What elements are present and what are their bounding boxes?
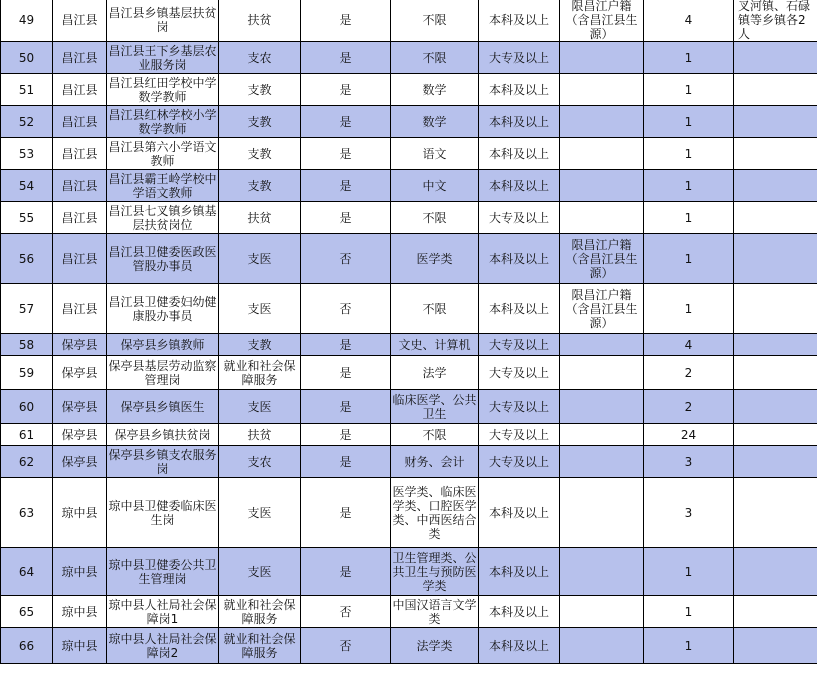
condition-cell bbox=[560, 390, 644, 424]
county-cell: 昌江县 bbox=[53, 170, 107, 202]
service-type-cell: 就业和社会保障服务 bbox=[219, 628, 301, 664]
flag-cell: 是 bbox=[301, 390, 391, 424]
service-type-cell: 支医 bbox=[219, 390, 301, 424]
major-cell: 语文 bbox=[391, 138, 479, 170]
position-name-cell: 昌江县卫健委妇幼健康股办事员 bbox=[107, 284, 219, 334]
position-name-cell: 保亭县乡镇支农服务岗 bbox=[108, 447, 217, 476]
education-cell: 本科及以上 bbox=[479, 234, 560, 284]
major-cell: 不限 bbox=[391, 424, 479, 446]
note-cell bbox=[734, 42, 817, 74]
headcount-cell: 1 bbox=[644, 74, 734, 106]
major-cell: 中国汉语言文学类 bbox=[392, 597, 477, 626]
table-row bbox=[1, 424, 817, 446]
education-cell: 本科及以上 bbox=[479, 0, 560, 42]
position-name-cell: 保亭县乡镇扶贫岗 bbox=[107, 424, 219, 446]
education-cell: 大专及以上 bbox=[479, 390, 560, 424]
note-cell bbox=[734, 74, 817, 106]
service-type-cell: 扶贫 bbox=[219, 424, 301, 446]
note-cell bbox=[734, 138, 817, 170]
service-type-cell: 支医 bbox=[219, 548, 301, 596]
flag-cell: 是 bbox=[301, 478, 391, 548]
note-cell bbox=[734, 284, 817, 334]
note-cell bbox=[734, 234, 817, 284]
headcount-cell: 1 bbox=[644, 628, 734, 664]
table-row bbox=[1, 42, 817, 74]
education-cell: 大专及以上 bbox=[479, 334, 560, 356]
row-number-cell: 61 bbox=[1, 424, 53, 446]
row-number-cell: 57 bbox=[1, 284, 53, 334]
note-cell bbox=[734, 106, 817, 138]
condition-cell bbox=[560, 596, 644, 628]
table-row bbox=[1, 74, 817, 106]
county-cell: 保亭县 bbox=[53, 424, 107, 446]
row-number-cell: 65 bbox=[1, 596, 53, 628]
flag-cell: 否 bbox=[301, 234, 391, 284]
headcount-cell: 1 bbox=[644, 138, 734, 170]
major-cell: 中文 bbox=[391, 170, 479, 202]
note-cell bbox=[734, 170, 817, 202]
county-cell: 昌江县 bbox=[53, 0, 107, 42]
flag-cell: 是 bbox=[301, 0, 391, 42]
position-name-cell: 昌江县七叉镇乡镇基层扶贫岗位 bbox=[108, 203, 217, 232]
county-cell: 昌江县 bbox=[53, 284, 107, 334]
table-row bbox=[1, 478, 817, 548]
position-name-cell: 昌江县卫健委医政医管股办事员 bbox=[107, 234, 219, 284]
condition-cell bbox=[560, 74, 644, 106]
flag-cell: 否 bbox=[301, 628, 391, 664]
education-cell: 本科及以上 bbox=[479, 478, 560, 548]
note-cell bbox=[734, 446, 817, 478]
row-number-cell: 62 bbox=[1, 446, 53, 478]
table-row bbox=[1, 548, 817, 596]
note-cell bbox=[734, 548, 817, 596]
flag-cell: 是 bbox=[301, 106, 391, 138]
education-cell: 本科及以上 bbox=[479, 548, 560, 596]
headcount-cell: 24 bbox=[644, 424, 734, 446]
flag-cell: 是 bbox=[301, 74, 391, 106]
flag-cell: 否 bbox=[301, 284, 391, 334]
service-type-cell: 扶贫 bbox=[219, 0, 301, 42]
county-cell: 琼中县 bbox=[53, 548, 107, 596]
county-cell: 保亭县 bbox=[53, 356, 107, 390]
county-cell: 琼中县 bbox=[53, 478, 107, 548]
condition-cell bbox=[560, 106, 644, 138]
service-type-cell: 支教 bbox=[219, 170, 301, 202]
flag-cell: 否 bbox=[301, 596, 391, 628]
table-row bbox=[1, 234, 817, 284]
county-cell: 琼中县 bbox=[53, 628, 107, 664]
condition-cell bbox=[560, 424, 644, 446]
table-row bbox=[1, 202, 817, 234]
position-name-cell: 昌江县王下乡基层农业服务岗 bbox=[108, 43, 217, 72]
headcount-cell: 4 bbox=[644, 334, 734, 356]
major-cell: 法学类 bbox=[391, 628, 479, 664]
row-number-cell: 53 bbox=[1, 138, 53, 170]
major-cell: 卫生管理类、公共卫生与预防医学类 bbox=[391, 548, 479, 596]
major-cell: 医学类 bbox=[391, 234, 479, 284]
county-cell: 昌江县 bbox=[53, 74, 107, 106]
flag-cell: 是 bbox=[301, 138, 391, 170]
education-cell: 本科及以上 bbox=[479, 628, 560, 664]
table-row bbox=[1, 390, 817, 424]
service-type-cell: 就业和社会保障服务 bbox=[219, 356, 301, 390]
headcount-cell: 2 bbox=[644, 390, 734, 424]
headcount-cell: 4 bbox=[644, 0, 734, 42]
service-type-cell: 支教 bbox=[219, 138, 301, 170]
education-cell: 本科及以上 bbox=[479, 74, 560, 106]
service-type-cell: 支农 bbox=[219, 446, 301, 478]
service-type-cell: 扶贫 bbox=[219, 202, 301, 234]
headcount-cell: 1 bbox=[644, 170, 734, 202]
position-name-cell: 琼中县卫健委公共卫生管理岗 bbox=[107, 548, 219, 596]
education-cell: 大专及以上 bbox=[479, 446, 560, 478]
note-cell bbox=[734, 478, 817, 548]
flag-cell: 是 bbox=[301, 424, 391, 446]
table-row bbox=[1, 170, 817, 202]
county-cell: 保亭县 bbox=[53, 334, 107, 356]
county-cell: 昌江县 bbox=[53, 202, 107, 234]
position-name-cell: 保亭县基层劳动监察管理岗 bbox=[107, 356, 219, 390]
major-cell: 不限 bbox=[391, 0, 479, 42]
headcount-cell: 1 bbox=[644, 106, 734, 138]
table-row bbox=[1, 596, 817, 628]
row-number-cell: 52 bbox=[1, 106, 53, 138]
major-cell: 不限 bbox=[391, 42, 479, 74]
major-cell: 法学 bbox=[391, 356, 479, 390]
table-row bbox=[1, 356, 817, 390]
flag-cell: 是 bbox=[301, 356, 391, 390]
row-number-cell: 58 bbox=[1, 334, 53, 356]
table-row bbox=[1, 284, 817, 334]
flag-cell: 是 bbox=[301, 202, 391, 234]
county-cell: 昌江县 bbox=[53, 106, 107, 138]
education-cell: 大专及以上 bbox=[479, 424, 560, 446]
position-name-cell: 琼中县人社局社会保障岗2 bbox=[107, 628, 219, 664]
education-cell: 本科及以上 bbox=[479, 106, 560, 138]
education-cell: 本科及以上 bbox=[479, 170, 560, 202]
service-type-cell: 支教 bbox=[219, 106, 301, 138]
position-name-cell: 昌江县红田学校中学数学教师 bbox=[108, 75, 217, 104]
note-cell bbox=[734, 356, 817, 390]
condition-cell bbox=[560, 446, 644, 478]
headcount-cell: 1 bbox=[644, 42, 734, 74]
row-number-cell: 50 bbox=[1, 42, 53, 74]
major-cell: 数学 bbox=[391, 74, 479, 106]
condition-cell bbox=[560, 334, 644, 356]
major-cell: 不限 bbox=[391, 284, 479, 334]
headcount-cell: 2 bbox=[644, 356, 734, 390]
row-number-cell: 66 bbox=[1, 628, 53, 664]
county-cell: 琼中县 bbox=[53, 596, 107, 628]
major-cell: 数学 bbox=[391, 106, 479, 138]
headcount-cell: 1 bbox=[644, 596, 734, 628]
education-cell: 本科及以上 bbox=[479, 284, 560, 334]
table-body bbox=[1, 0, 817, 664]
row-number-cell: 51 bbox=[1, 74, 53, 106]
service-type-cell: 支医 bbox=[219, 284, 301, 334]
major-cell: 文史、计算机 bbox=[391, 334, 479, 356]
row-number-cell: 54 bbox=[1, 170, 53, 202]
condition-cell: 限昌江户籍（含昌江县生源） bbox=[560, 234, 644, 284]
row-number-cell: 49 bbox=[1, 0, 53, 42]
headcount-cell: 3 bbox=[644, 478, 734, 548]
county-cell: 昌江县 bbox=[53, 42, 107, 74]
row-number-cell: 56 bbox=[1, 234, 53, 284]
headcount-cell: 1 bbox=[644, 234, 734, 284]
service-type-cell: 支教 bbox=[219, 74, 301, 106]
county-cell: 保亭县 bbox=[53, 446, 107, 478]
position-name-cell: 昌江县霸王岭学校中学语文教师 bbox=[108, 171, 217, 200]
service-type-cell: 支教 bbox=[219, 334, 301, 356]
note-cell bbox=[734, 390, 817, 424]
condition-cell bbox=[560, 356, 644, 390]
education-cell: 大专及以上 bbox=[479, 42, 560, 74]
flag-cell: 是 bbox=[301, 548, 391, 596]
note-cell: 叉河镇、石碌镇等乡镇各2人 bbox=[734, 0, 817, 42]
headcount-cell: 1 bbox=[644, 202, 734, 234]
note-cell bbox=[734, 202, 817, 234]
major-cell: 不限 bbox=[391, 202, 479, 234]
table-row bbox=[1, 446, 817, 478]
education-cell: 本科及以上 bbox=[479, 138, 560, 170]
condition-cell: 限昌江户籍（含昌江县生源） bbox=[560, 284, 644, 334]
education-cell: 大专及以上 bbox=[479, 202, 560, 234]
education-cell: 本科及以上 bbox=[479, 596, 560, 628]
position-name-cell: 保亭县乡镇医生 bbox=[107, 390, 219, 424]
major-cell: 医学类、临床医学类、口腔医学类、中西医结合类 bbox=[391, 478, 479, 548]
row-number-cell: 64 bbox=[1, 548, 53, 596]
service-type-cell: 支医 bbox=[219, 234, 301, 284]
table-row bbox=[1, 106, 817, 138]
position-name-cell: 琼中县人社局社会保障岗1 bbox=[108, 597, 217, 626]
condition-cell bbox=[560, 42, 644, 74]
row-number-cell: 63 bbox=[1, 478, 53, 548]
note-cell bbox=[734, 334, 817, 356]
table-row bbox=[1, 0, 817, 42]
row-number-cell: 60 bbox=[1, 390, 53, 424]
flag-cell: 是 bbox=[301, 334, 391, 356]
headcount-cell: 1 bbox=[644, 284, 734, 334]
table-row bbox=[1, 628, 817, 664]
county-cell: 昌江县 bbox=[53, 234, 107, 284]
condition-cell bbox=[560, 170, 644, 202]
county-cell: 保亭县 bbox=[53, 390, 107, 424]
condition-cell bbox=[560, 478, 644, 548]
table-row bbox=[1, 138, 817, 170]
service-type-cell: 支医 bbox=[219, 478, 301, 548]
row-number-cell: 59 bbox=[1, 356, 53, 390]
position-name-cell: 保亭县乡镇教师 bbox=[107, 334, 219, 356]
position-name-cell: 昌江县红林学校小学数学教师 bbox=[108, 107, 217, 136]
note-cell bbox=[734, 596, 817, 628]
position-name-cell: 琼中县卫健委临床医生岗 bbox=[107, 478, 219, 548]
flag-cell: 是 bbox=[301, 446, 391, 478]
county-cell: 昌江县 bbox=[53, 138, 107, 170]
position-name-cell: 昌江县第六小学语文教师 bbox=[108, 139, 217, 168]
note-cell bbox=[734, 424, 817, 446]
note-cell bbox=[734, 628, 817, 664]
major-cell: 临床医学、公共卫生 bbox=[391, 390, 479, 424]
major-cell: 财务、会计 bbox=[391, 446, 479, 478]
condition-cell bbox=[560, 548, 644, 596]
flag-cell: 是 bbox=[301, 42, 391, 74]
condition-cell bbox=[560, 138, 644, 170]
row-number-cell: 55 bbox=[1, 202, 53, 234]
condition-cell bbox=[560, 628, 644, 664]
headcount-cell: 1 bbox=[644, 548, 734, 596]
table-row bbox=[1, 334, 817, 356]
flag-cell: 是 bbox=[301, 170, 391, 202]
education-cell: 大专及以上 bbox=[479, 356, 560, 390]
headcount-cell: 3 bbox=[644, 446, 734, 478]
condition-cell bbox=[560, 202, 644, 234]
service-type-cell: 就业和社会保障服务 bbox=[219, 596, 301, 628]
position-name-cell: 昌江县乡镇基层扶贫岗 bbox=[107, 0, 219, 42]
condition-cell: 限昌江户籍（含昌江县生源） bbox=[560, 0, 644, 42]
service-type-cell: 支农 bbox=[219, 42, 301, 74]
